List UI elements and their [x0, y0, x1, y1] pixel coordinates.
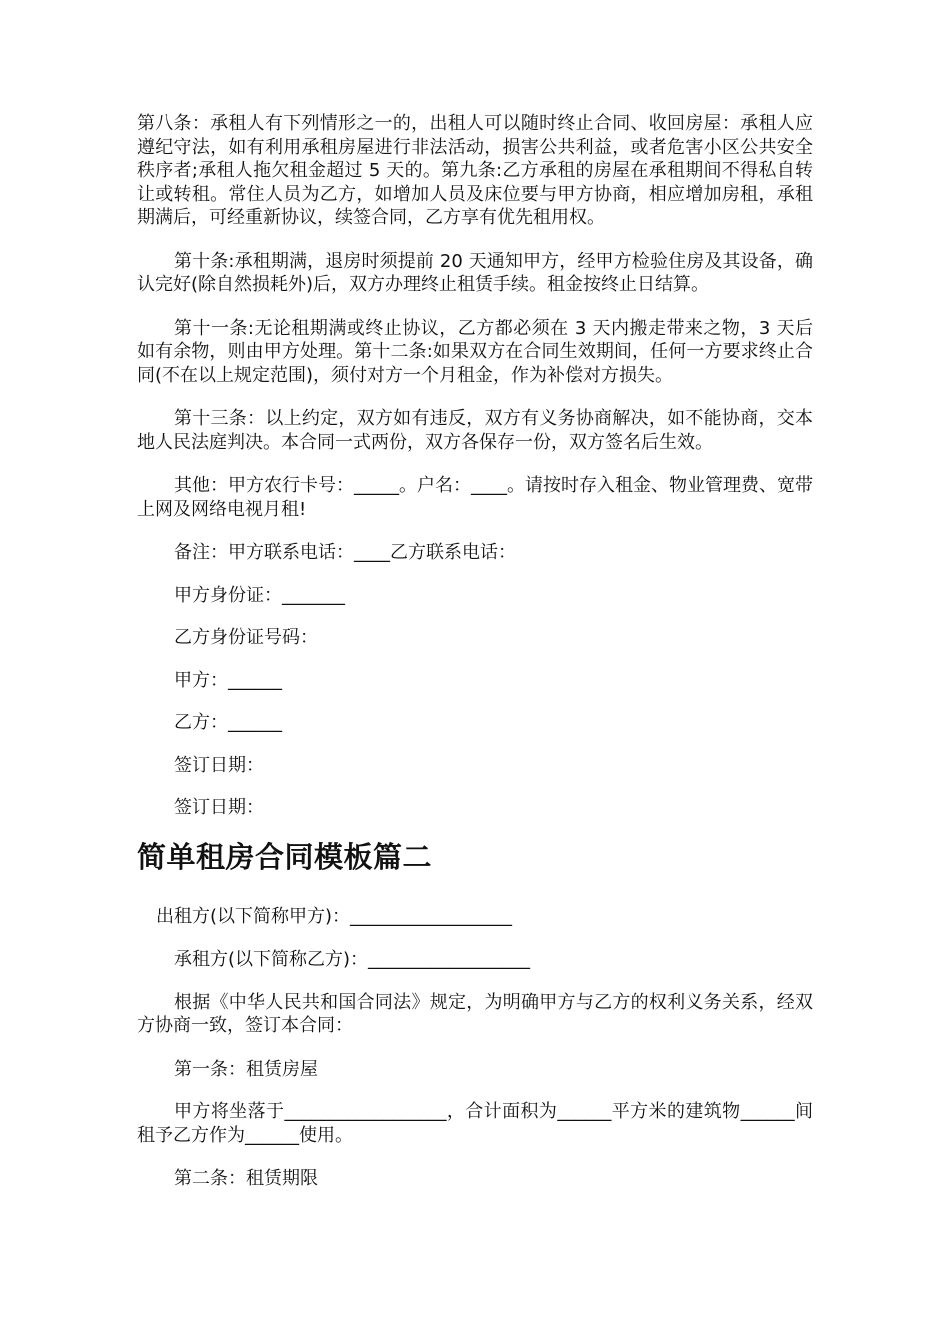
- clause-2-title: 第二条：租赁期限: [174, 1168, 318, 1189]
- intro-paragraph: 根据《中华人民共和国合同法》规定，为明确甲方与乙方的权利义务关系，经双方协商一致，签订本合同：: [137, 991, 813, 1036]
- clause-1-title: 第一条：租赁房屋: [174, 1058, 318, 1080]
- lessor-line: 出租方(以下简称甲方)：__________________: [156, 905, 513, 927]
- remarks-phone-line: 备注：甲方联系电话：____乙方联系电话：: [174, 542, 516, 563]
- other-bank-info-paragraph: 其他：甲方农行卡号：_____。户名：____。请按时存入租金、物业管理费、宽带上网及网络电视月租!: [137, 475, 813, 520]
- party-a-id-line: 甲方身份证：_______: [174, 584, 345, 606]
- clause-13-paragraph: 第十三条：以上约定，双方如有违反，双方有义务协商解决，如不能协商，交本地人民法庭判决。本合同一式两份，双方各保存一份，双方签名后生效。: [137, 408, 813, 453]
- signing-date-line-1: 签订日期：: [174, 754, 264, 776]
- lessee-line: 承租方(以下简称乙方)：__________________: [174, 949, 531, 970]
- document-body: [137, 112, 813, 1210]
- clause-1-paragraph: 甲方将坐落于__________________，合计面积为______平方米的建筑物______间租予乙方作为______使用。: [137, 1101, 813, 1146]
- clause-11-12-paragraph: 第十一条:无论租期满或终止协议，乙方都必须在 3 天内搬走带来之物，3 天后如有余物，则由甲方处理。第十二条:如果双方在合同生效期间，任何一方要求终止合同(不在以上规定范围)，须付对方一个月租金，作为补偿对方损失。: [137, 317, 813, 386]
- party-b-signature-line: 乙方：______: [174, 712, 282, 733]
- section-heading: 简单租房合同模板篇二: [137, 839, 433, 874]
- party-a-signature-line: 甲方：______: [174, 669, 282, 691]
- clause-10-paragraph: 第十条:承租期满，退房时须提前 20 天通知甲方，经甲方检验住房及其设备，确认完好(除自然损耗外)后，双方办理终止租赁手续。租金按终止日结算。: [137, 250, 813, 295]
- clause-8-9-paragraph: 第八条：承租人有下列情形之一的，出租人可以随时终止合同、收回房屋：承租人应遵纪守法，如有利用承租房屋进行非法活动，损害公共利益，或者危害小区公共安全秩序者;承租人拖欠租金超过 5 天的。第九条:乙方承租的房屋在承租期间不得私自转让或转租。常住人员为乙方，如增加人员及床位要与甲方协商，相应增加房租，承租期满后，可经重新协议，续签合同，乙方享有优先租用权。: [137, 113, 813, 228]
- signing-date-line-2: 签订日期：: [174, 797, 264, 818]
- party-b-id-line: 乙方身份证号码：: [174, 627, 318, 648]
